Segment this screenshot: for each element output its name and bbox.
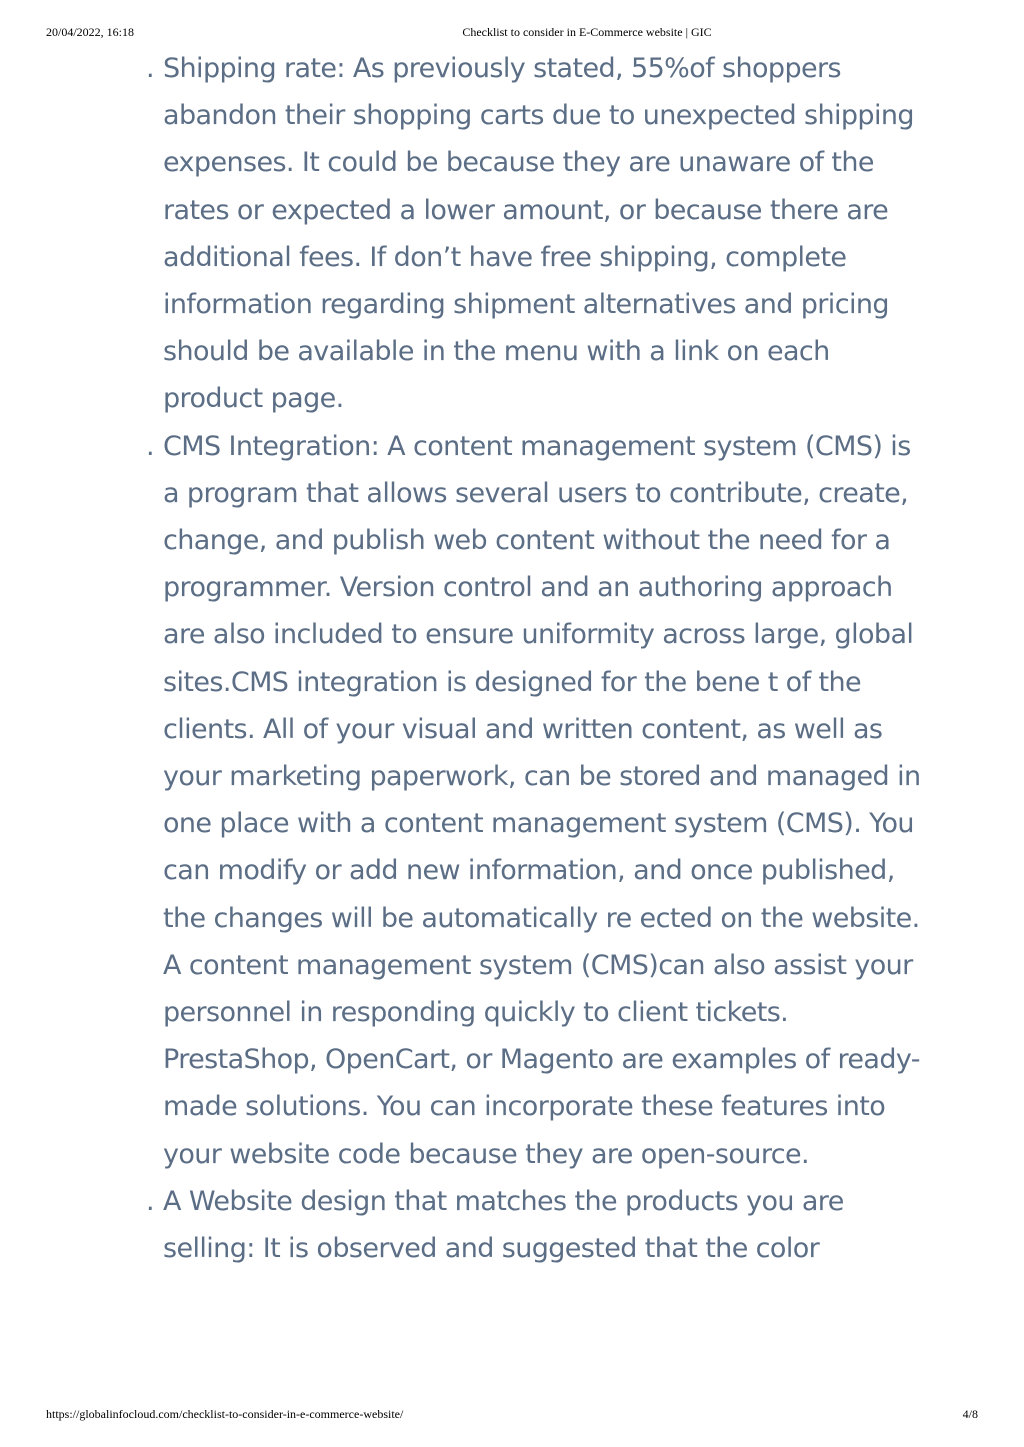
print-header	[0, 25, 1024, 41]
print-datetime: 20/04/2022, 16:18	[46, 25, 135, 39]
article-body	[146, 45, 933, 1272]
list-item-text: A Website design that matches the products you are selling: It is observed and suggested that the color	[163, 1185, 844, 1265]
print-page-number: 4/8	[962, 1407, 978, 1421]
list-item-text: CMS Integration: A content management system (CMS) is a program that allows several users to contribute, create, change, and publish web content without the need for a programmer. Version control and an authoring approach are also included to ensure uniformity across large, global sites.CMS integration is designed for the bene t of the clients. All of your visual and written content, as well as your marketing paperwork, can be stored and managed in one place with a content management system (CMS). You can modify or add new information, and once published, the changes will be automatically re ected on the website. A content management system (CMS)can also assist your personnel in responding quickly to client tickets. PrestaShop, OpenCart, or Magento are examples of ready-made solutions. You can incorporate these features into your website code because they are open-source.	[163, 430, 921, 1170]
list-item-text: Shipping rate: As previously stated, 55%of shoppers abandon their shopping carts due to unexpected shipping expenses. It could be because they are unaware of the rates or expected a lower amount, or because there are additional fees. If don’t have free shipping, complete information regarding shipment alternatives and pricing should be available in the menu with a link on each product page.	[163, 53, 914, 415]
print-footer	[0, 1407, 1024, 1423]
list-item-cms-integration	[146, 423, 933, 1178]
list-bullet: .	[146, 1185, 154, 1217]
list-bullet: .	[146, 53, 154, 84]
list-item-shipping-rate	[146, 45, 933, 423]
list-bullet: .	[146, 430, 154, 462]
print-page-title: Checklist to consider in E-Commerce website | GIC	[462, 25, 712, 39]
list-item-website-design	[146, 1178, 933, 1272]
print-url[interactable]: https://globalinfocloud.com/checklist-to-consider-in-e-commerce-website/	[46, 1407, 404, 1421]
